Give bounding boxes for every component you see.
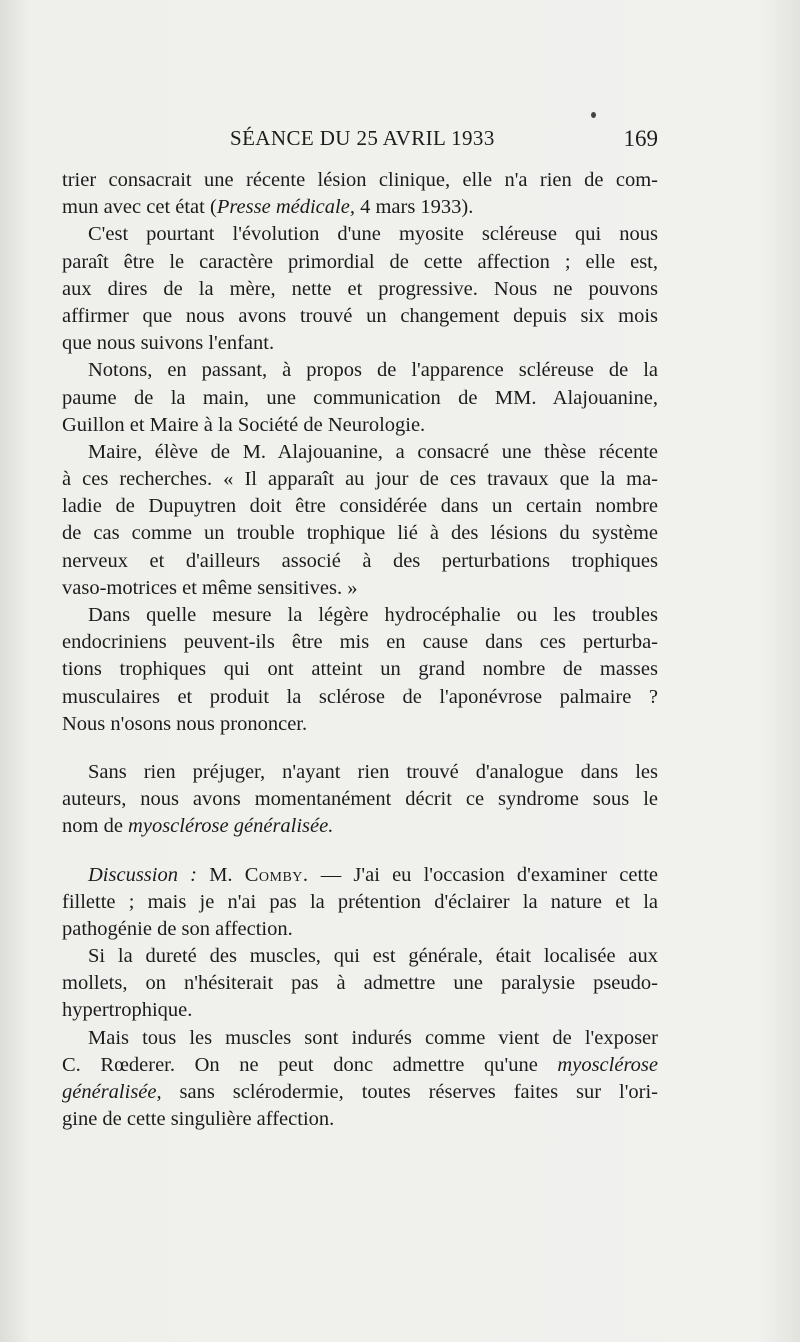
text-line: Discussion : M. Comby. — J'ai eu l'occasion d'examiner cette [88, 863, 658, 886]
journal-citation: Presse médicale, [216, 196, 355, 219]
text-line: Dans quelle mesure la légère hydrocéphalie ou les troubles [88, 604, 658, 626]
text-line: trier consacrait une récente lésion clinique, elle n'a rien de com- [62, 169, 658, 191]
text-line: gine de cette singulière affection. [62, 1108, 335, 1131]
discussion-label: Discussion : [88, 863, 197, 886]
text-line: à ces recherches. « Il apparaît au jour de ces travaux que la ma- [62, 468, 658, 491]
text-line: généralisée, sans sclérodermie, toutes réserves faites sur l'ori- [62, 1081, 658, 1103]
running-header [62, 126, 658, 160]
text-line: musculaires et produit la sclérose de l'aponévrose palmaire ? [62, 685, 658, 708]
text-line: Notons, en passant, à propos de l'apparence scléreuse de la [88, 359, 658, 382]
paragraph-gap [62, 738, 658, 759]
syndrome-name: myosclérose généralisée. [128, 815, 334, 838]
text-line: hypertrophique. [62, 999, 193, 1022]
text-line: Sans rien préjuger, n'ayant rien trouvé d'analogue dans les [88, 760, 658, 783]
text-line: Nous n'osons nous prononcer. [62, 712, 308, 735]
text-line: C. Rœderer. On ne peut donc admettre qu'une myosclérose [62, 1053, 658, 1076]
text-line: Maire, élève de M. Alajouanine, a consacré une thèse récente [88, 440, 658, 463]
text-line: C'est pourtant l'évolution d'une myosite scléreuse qui nous [88, 223, 658, 246]
text-line: nerveux et d'ailleurs associé à des perturbations trophiques [62, 549, 658, 572]
text-line: fillette ; mais je n'ai pas la prétention d'éclairer la nature et la [62, 890, 658, 913]
speaker-name: Comby. [244, 863, 309, 886]
text-line: que nous suivons l'enfant. [62, 332, 275, 355]
body-text [62, 167, 658, 1133]
term-italic: généralisée, [62, 1081, 162, 1103]
paragraph-gap [62, 841, 658, 862]
text-line: de cas comme un trouble trophique lié à des lésions du système [62, 522, 658, 545]
text-line: Si la dureté des muscles, qui est générale, était localisée aux [88, 945, 658, 968]
text-line: mun avec cet état (Presse médicale, 4 mars 1933). [62, 196, 474, 219]
text-line: endocriniens peuvent-ils être mis en cause dans ces perturba- [62, 631, 658, 654]
text-line: ladie de Dupuytren doit être considérée dans un certain nombre [62, 495, 658, 518]
text-line: paume de la main, une communication de MM. Alajouanine, [62, 386, 658, 409]
text-line: nom de myosclérose généralisée. [62, 815, 334, 838]
text-line: pathogénie de son affection. [62, 917, 293, 940]
text-line: aux dires de la mère, nette et progressive. Nous ne pouvons [62, 277, 658, 300]
text-line: Guillon et Maire à la Société de Neurologie. [62, 413, 426, 436]
text-line: paraît être le caractère primordial de cette affection ; elle est, [62, 250, 658, 273]
ink-speck [591, 112, 596, 118]
header-title: SÉANCE DU 25 AVRIL 1933 [230, 126, 495, 150]
text-line: auteurs, nous avons momentanément décrit ce syndrome sous le [62, 788, 658, 811]
text-line: Mais tous les muscles sont indurés comme vient de l'exposer [88, 1026, 658, 1049]
page-number: 169 [623, 126, 658, 151]
term-italic: myosclérose [557, 1053, 658, 1076]
text-line: vaso-motrices et même sensitives. » [62, 576, 358, 599]
text-line: mollets, on n'hésiterait pas à admettre une paralysie pseudo- [62, 972, 658, 995]
text-line: affirmer que nous avons trouvé un changement depuis six mois [62, 304, 658, 327]
text-line: tions trophiques qui ont atteint un grand nombre de masses [62, 658, 658, 681]
